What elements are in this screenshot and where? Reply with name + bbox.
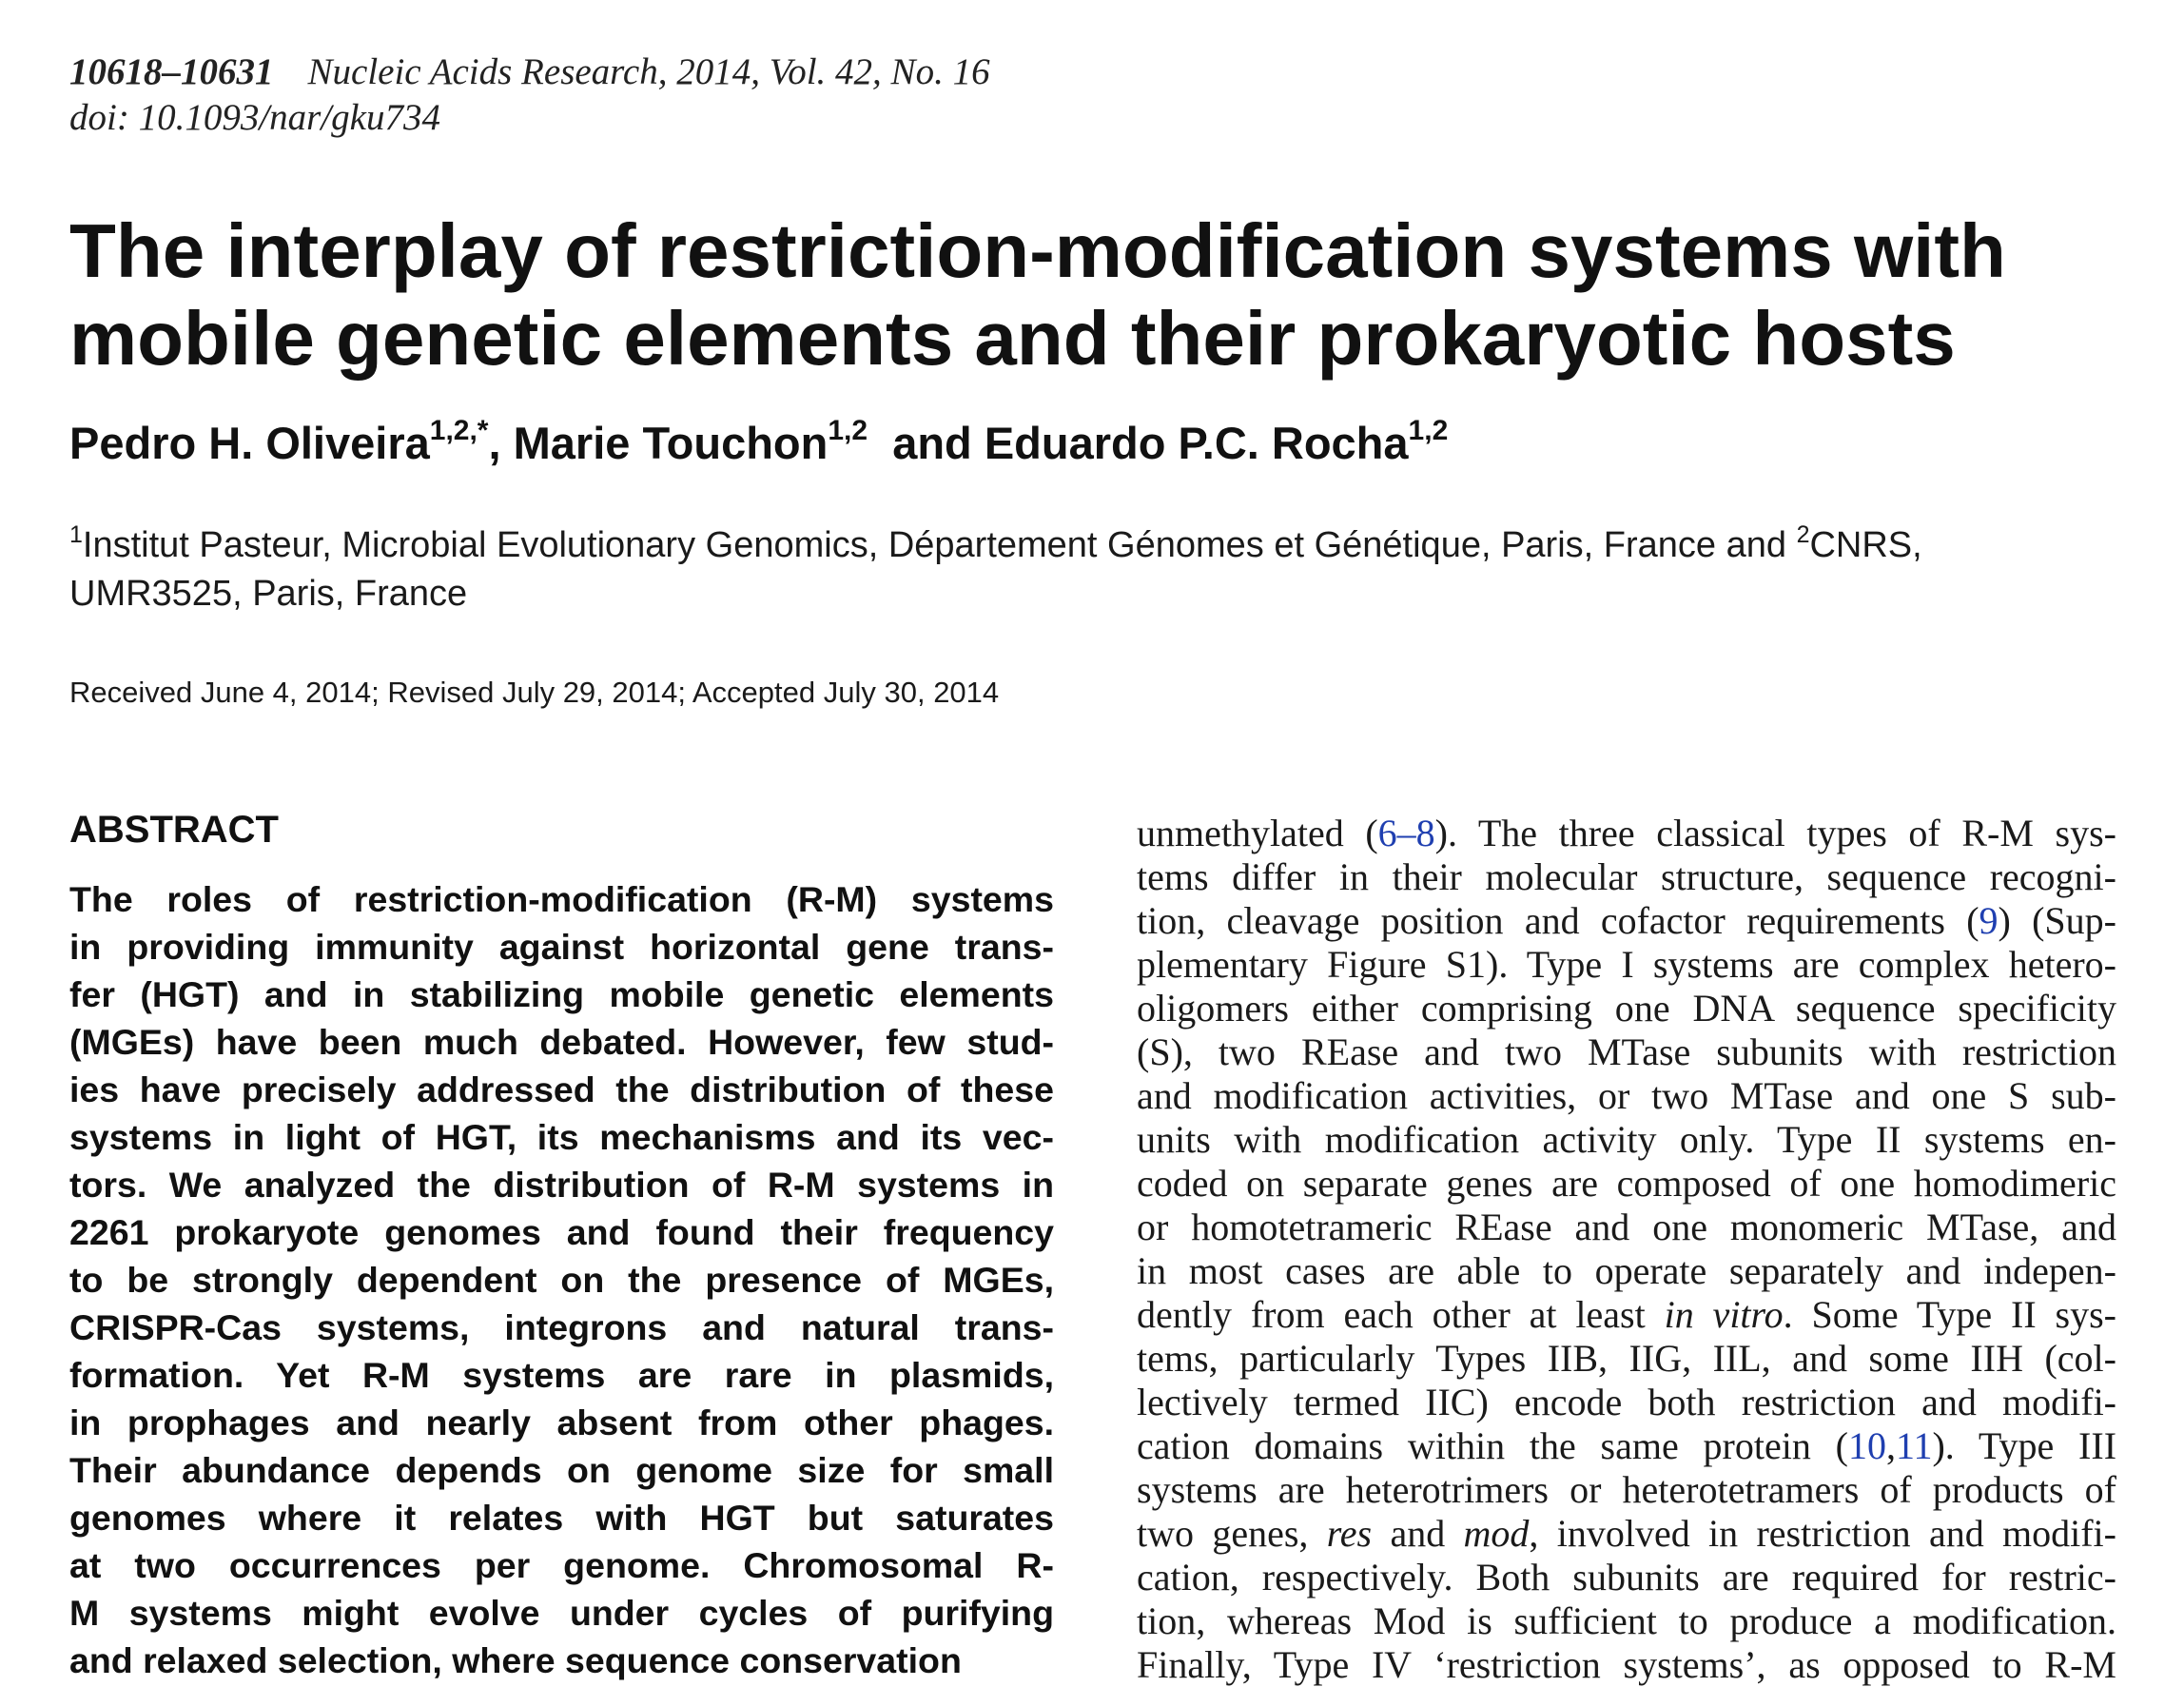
citation-link[interactable]: 6–8 — [1377, 812, 1435, 854]
abstract-line: CRISPR-Cas systems, integrons and natural trans- — [69, 1307, 1054, 1347]
body-line: tion, whereas Mod is sufficient to produce a modification. — [1137, 1599, 2116, 1642]
body-line — [1137, 1424, 2116, 1468]
journal-citation — [69, 49, 990, 95]
abstract-line: systems in light of HGT, its mechanisms and its vec- — [69, 1117, 1054, 1157]
body-line: cation, respectively. Both subunits are required for restric- — [1137, 1556, 2116, 1599]
body-line: Finally, Type IV ‘restriction systems’, as opposed to R-M — [1137, 1643, 2116, 1686]
body-text: ) (Sup- — [1998, 899, 2116, 942]
affiliation-text: CNRS, — [1809, 525, 1922, 565]
author-name: Pedro H. Oliveira — [69, 418, 430, 468]
abstract-line: M systems might evolve under cycles of purifying — [69, 1593, 1054, 1633]
abstract-line: The roles of restriction-modification (R-M) systems — [69, 879, 1054, 919]
body-line: in most cases are able to operate separately and indepen- — [1137, 1249, 2116, 1292]
author-name: Eduardo P.C. Rocha — [984, 418, 1409, 468]
body-text: tion, cleavage position and cofactor requirements ( — [1137, 899, 1979, 942]
author-affiliation-marker: 1,2 — [1408, 415, 1449, 446]
author-affiliation-marker: 1,2,* — [429, 415, 489, 446]
abstract-line: formation. Yet R-M systems are rare in plasmids, — [69, 1355, 1054, 1395]
body-line: (S), two REase and two MTase subunits with restriction — [1137, 1030, 2116, 1073]
abstract-line: fer (HGT) and in stabilizing mobile genetic elements — [69, 974, 1054, 1014]
abstract-body — [69, 875, 1054, 1684]
journal-name: Nucleic Acids Research, 2014, Vol. 42, No. 16 — [307, 51, 990, 92]
body-line: tems differ in their molecular structure, sequence recogni- — [1137, 855, 2116, 898]
body-italic: mod — [1463, 1512, 1530, 1555]
body-line — [1137, 1512, 2116, 1556]
body-italic: res — [1326, 1512, 1373, 1555]
body-italic: in vitro — [1664, 1293, 1784, 1336]
author-separator: , — [488, 418, 514, 468]
abstract-line: and relaxed selection, where sequence conservation — [69, 1640, 962, 1680]
abstract-line: ies have precisely addressed the distribution of these — [69, 1069, 1054, 1109]
received-dates: Received June 4, 2014; Revised July 29, 2014; Accepted July 30, 2014 — [69, 676, 1000, 709]
body-text: ). The three classical types of R-M sys- — [1434, 812, 2116, 854]
author-affiliation-marker: 1,2 — [828, 415, 868, 446]
body-line: tems, particularly Types IIB, IIG, IIL, and some IIH (col- — [1137, 1337, 2116, 1380]
citation-link[interactable]: 9 — [1979, 899, 1999, 942]
body-text: dently from each other at least — [1137, 1293, 1665, 1336]
abstract-heading: ABSTRACT — [69, 809, 279, 851]
abstract-line: at two occurrences per genome. Chromosomal R- — [69, 1545, 1054, 1585]
body-line — [1137, 899, 2116, 943]
abstract-line: in providing immunity against horizontal gene trans- — [69, 927, 1054, 967]
title-line-2: mobile genetic elements and their prokaryotic hosts — [69, 296, 1956, 381]
author-list — [69, 417, 1448, 470]
body-line: or homotetrameric REase and one monomeric MTase, and — [1137, 1206, 2116, 1248]
body-text: ). Type III — [1932, 1424, 2117, 1467]
body-text: , involved in restriction and modifi- — [1529, 1512, 2116, 1555]
body-line: oligomers either comprising one DNA sequence specificity — [1137, 987, 2116, 1030]
affiliation-marker: 1 — [69, 521, 83, 548]
abstract-line: 2261 prokaryote genomes and found their frequency — [69, 1212, 1054, 1252]
title-line-1: The interplay of restriction-modification systems with — [69, 208, 2006, 293]
body-line — [1137, 1293, 2116, 1337]
citation-link[interactable]: 10 — [1847, 1424, 1886, 1467]
body-text: unmethylated ( — [1137, 812, 1378, 854]
author-name: Marie Touchon — [513, 418, 829, 468]
body-text: cation domains within the same protein ( — [1137, 1424, 1848, 1467]
doi: doi: 10.1093/nar/gku734 — [69, 97, 440, 138]
abstract-line: to be strongly dependent on the presence of MGEs, — [69, 1260, 1054, 1300]
body-text: , — [1885, 1424, 1896, 1467]
citation-link[interactable]: 11 — [1895, 1424, 1933, 1467]
abstract-line: tors. We analyzed the distribution of R-M systems in — [69, 1165, 1054, 1205]
affiliation-marker: 2 — [1796, 521, 1810, 548]
affiliation-text: UMR3525, Paris, France — [69, 574, 468, 614]
introduction-body — [1137, 812, 2116, 1687]
author-separator: and — [868, 418, 985, 468]
abstract-line: (MGEs) have been much debated. However, few stud- — [69, 1022, 1054, 1062]
abstract-line: in prophages and nearly absent from other phages. — [69, 1403, 1054, 1442]
abstract-line: genomes where it relates with HGT but saturates — [69, 1498, 1054, 1538]
body-line: and modification activities, or two MTase and one S sub- — [1137, 1074, 2116, 1117]
abstract-line: Their abundance depends on genome size for small — [69, 1450, 1054, 1490]
body-text: . Some Type II sys- — [1783, 1293, 2116, 1336]
body-line: systems are heterotrimers or heterotetramers of products of — [1137, 1468, 2116, 1511]
page-range: 10618–10631 — [69, 51, 274, 92]
affiliations — [69, 521, 2143, 618]
body-line: plementary Figure S1). Type I systems are complex hetero- — [1137, 943, 2116, 986]
body-line: lectively termed IIC) encode both restriction and modifi- — [1137, 1381, 2116, 1423]
body-line — [1137, 812, 2116, 855]
affiliation-text: Institut Pasteur, Microbial Evolutionary Genomics, Département Génomes et Génétique, Paris, France and — [82, 525, 1797, 565]
body-text: and — [1372, 1512, 1464, 1555]
body-line: units with modification activity only. Type II systems en- — [1137, 1118, 2116, 1161]
body-line: coded on separate genes are composed of one homodimeric — [1137, 1162, 2116, 1205]
paper-title — [69, 207, 2143, 383]
body-text: two genes, — [1137, 1512, 1327, 1555]
